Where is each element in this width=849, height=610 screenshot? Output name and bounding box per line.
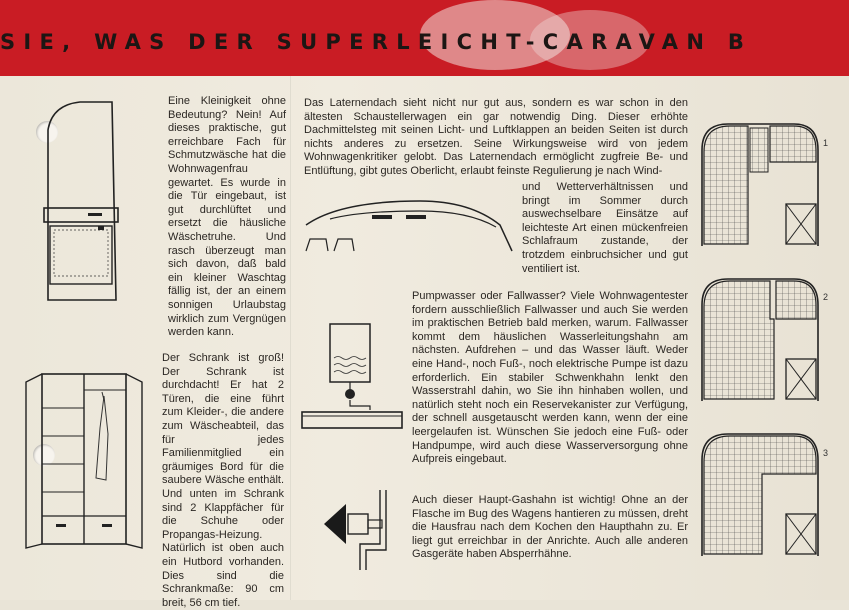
laundry-door-illustration	[40, 100, 155, 305]
laundry-description: Eine Kleinigkeit ohne Bedeutung? Nein! Auf dieses praktische, gut erreichbare Fach für Schmutzwäsche hat die Wohnwagenfrau gewartet. Es wurde in die Tür eingebaut, ist gut durchlüftet und ersetzt die häusliche Wäschetruhe. Und rasch überzeugt man sich davon, daß bald ein kleiner Waschtag fällig ist, der an einem sonnigen Urlaubstag wirklich zum Vergnügen werden kann.	[168, 95, 286, 339]
water-tank-illustration	[298, 320, 408, 435]
figure-number-2: 2	[823, 292, 829, 302]
figure-number-1: 1	[823, 138, 829, 148]
floor-plan-3	[698, 430, 828, 560]
banner-title: SIE, WAS DER SUPERLEICHT-CARAVAN B	[0, 30, 753, 54]
header-banner	[0, 0, 849, 76]
wardrobe-description: Der Schrank ist groß! Der Schrank ist durchdacht! Er hat 2 Türen, die eine führt zum Kleider-, die andere zum Wäscheabteil, das für jedes Familienmitglied ein gräumiges Bord für die saubere Wäsche enthält. Und unten im Schrank sind 2 Klappfächer für die Schuhe oder Propangas-Heizung. Natürlich ist oben auch ein Hutbord vorhanden. Dies sind die Schrankmaße: 90 cm breit, 56 cm tief.	[162, 352, 284, 609]
floor-plan-1	[698, 120, 828, 250]
wardrobe-illustration	[22, 368, 152, 553]
gas-paragraph: Auch dieser Haupt-Gashahn ist wichtig! Ohne an der Flasche im Bug des Wagens hantieren zu müssen, dreht die Hausfrau nach dem Kochen den Haupthahn zu. Er liegt gut erreichbar in der Anrichte. Auch alle anderen Gasgeräte haben Absperrhähne.	[412, 494, 688, 561]
water-paragraph: Pumpwasser oder Fallwasser? Viele Wohnwagentester fordern ausschließlich Fallwasser und auch Sie werden im praktischen Betrieb bald merken, warum. Fallwasser kommt dem häuslichen Wasserleitungshahn am nächsten. Aufdrehen – und das Wasser läuft. Weder eine Hand-, noch Fuß-, noch elektrische Pumpe ist dazu erforderlich. Ein stabiler Schwenkhahn lenkt den Wasserstrahl dahin, wo Sie ihn hinhaben wollen, und natürlich steht noch ein Reservekanister zur Verfügung, der schnell ausgetauscht werden kann, wenn der eine leergelaufen ist. Wünschen Sie jedoch eine Fuß- oder Handpumpe, wird auch diese Wasserversorgung ohne Aufpreis eingebaut.	[412, 290, 688, 466]
roof-paragraph-wrap: und Wetterverhältnissen und bringt im Sommer durch auswechselbare Einsätze auf leichteste Art einen mückenfreien Schlafraum zustande, der trotzdem einbruchsicher und gut ventiliert ist.	[522, 181, 688, 275]
page-fold	[290, 76, 291, 600]
lantern-roof-illustration	[300, 195, 515, 260]
figure-number-3: 3	[823, 448, 829, 458]
gas-tap-illustration	[320, 480, 400, 580]
roof-paragraph-full: Das Laternendach sieht nicht nur gut aus, sondern es war schon in den ältesten Schaustellerwagen ein gar notwendig Ding. Dieser erhöhte Dachmittelsteg mit seinen Licht- und Luftklappen an beiden Seiten ist durch nichts anderes zu ersetzen. Seine Wirkungsweise wird von jedem Wohnwagenkritiker gelobt. Das Laternendach ermöglicht zugfreie Be- und Entlüftung, gibt gutes Oberlicht, erlaubt feinste Regulierung je nach Wind-	[304, 97, 688, 177]
floor-plan-2	[698, 275, 828, 405]
